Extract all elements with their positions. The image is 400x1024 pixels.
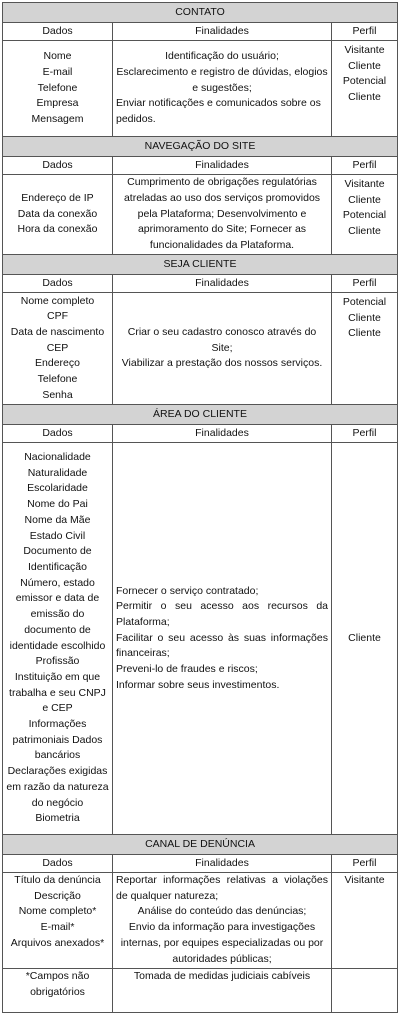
finalidade-item: Facilitar o seu acesso às suas informações financeiras; — [116, 631, 328, 660]
column-header-row — [3, 157, 398, 175]
finalidade-item: Informar sobre seus investimentos. — [116, 678, 280, 691]
finalidades-cell — [113, 41, 332, 137]
finalidade-item: Esclarecimento e registro de dúvidas, elogios e sugestões; — [116, 65, 328, 94]
finalidade-item: Preveni-lo de fraudes e riscos; — [116, 663, 258, 676]
perfil-cell — [332, 175, 398, 255]
perfil-item: Cliente — [348, 631, 381, 644]
dados-item: Mensagem — [31, 113, 84, 126]
dados-item: Escolaridade — [27, 482, 88, 495]
dados-cell — [3, 873, 113, 969]
column-header-perfil: Perfil — [332, 425, 398, 443]
section-title: SEJA CLIENTE — [3, 255, 398, 275]
nota-text: *Campos não obrigatórios — [25, 970, 90, 998]
column-header-finalidades: Finalidades — [113, 855, 332, 873]
section-title: NAVEGAÇÃO DO SITE — [3, 137, 398, 157]
table-row — [3, 293, 398, 405]
dados-item: Nome — [43, 50, 72, 63]
dados-item: Informações patrimoniais Dados bancários — [12, 718, 103, 762]
nota-cell — [3, 969, 113, 1013]
column-header-finalidades: Finalidades — [113, 425, 332, 443]
dados-item: Endereço de IP — [21, 191, 94, 204]
dados-item: CEP — [46, 341, 69, 354]
finalidade-item: Permitir o seu acesso aos recursos da Plataforma; — [116, 600, 328, 628]
finalidades-cell — [113, 443, 332, 835]
column-header-row — [3, 23, 398, 41]
finalidade-item: Tomada de medidas judiciais cabíveis — [133, 970, 311, 982]
table-row — [3, 969, 398, 1013]
column-header-finalidades: Finalidades — [113, 157, 332, 175]
column-header-perfil: Perfil — [332, 855, 398, 873]
dados-cell — [3, 41, 113, 137]
finalidades-cell — [113, 969, 332, 1013]
column-header-finalidades: Finalidades — [113, 275, 332, 293]
dados-item: Telefone — [37, 373, 78, 386]
finalidade-item: Cumprimento de obrigações regulatórias atreladas ao uso dos serviços promovidos pela Plataforma; Desenvolvimento e aprimoramento do Site; Fornecer as funcionalidades da Plataforma. — [123, 176, 321, 252]
column-header-dados: Dados — [3, 425, 113, 443]
section-title: CONTATO — [3, 3, 398, 23]
column-header-perfil: Perfil — [332, 23, 398, 41]
perfil-item: Cliente — [348, 59, 381, 72]
finalidade-item: Reportar informações relativas a violações de qualquer natureza; — [116, 874, 328, 902]
dados-item: Declarações exigidas em razão da natureza do negócio — [6, 765, 109, 809]
perfil-item: Visitante — [344, 874, 385, 886]
column-header-dados: Dados — [3, 275, 113, 293]
perfil-item: Potencial — [342, 209, 387, 222]
section-denuncia-header — [3, 835, 398, 855]
section-area-cliente-header — [3, 405, 398, 425]
column-header-row — [3, 275, 398, 293]
column-header-row — [3, 855, 398, 873]
finalidade-item: Envio da informação para investigações internas, por equipes especializadas ou por autoridades públicas; — [120, 921, 324, 965]
data-processing-table-document — [2, 2, 397, 1013]
column-header-dados: Dados — [3, 23, 113, 41]
table-row — [3, 443, 398, 835]
perfil-item: Cliente — [348, 91, 381, 104]
perfil-cell — [332, 293, 398, 405]
section-title: ÁREA DO CLIENTE — [3, 405, 398, 425]
column-header-perfil: Perfil — [332, 157, 398, 175]
dados-item: Senha — [42, 388, 73, 401]
dados-item: Arquivos anexados* — [10, 936, 105, 949]
dados-item: E-mail — [42, 65, 73, 78]
perfil-item: Cliente — [348, 193, 381, 206]
dados-cell — [3, 175, 113, 255]
perfil-item: Visitante — [344, 178, 385, 190]
dados-item: Hora da conexão — [17, 223, 98, 236]
dados-item: Nome do Pai — [27, 498, 88, 511]
dados-item: Data de nascimento — [10, 325, 105, 338]
column-header-row — [3, 425, 398, 443]
finalidades-cell — [113, 293, 332, 405]
dados-item: Nome da Mãe — [24, 513, 91, 526]
perfil-cell — [332, 41, 398, 137]
dados-item: Biometria — [35, 812, 80, 825]
section-navegacao-header — [3, 137, 398, 157]
perfil-cell — [332, 873, 398, 969]
table-row — [3, 41, 398, 137]
dados-item: E-mail* — [40, 921, 75, 934]
perfil-cell — [332, 443, 398, 835]
finalidade-item: Análise do conteúdo das denúncias; — [137, 905, 307, 918]
perfil-item: Potencial — [342, 75, 387, 88]
section-contato-header — [3, 3, 398, 23]
dados-item: Nacionalidade — [24, 451, 91, 464]
data-table — [2, 2, 398, 1013]
dados-item: Título da denúncia — [14, 874, 101, 886]
finalidade-item: Criar o seu cadastro conosco através do Site; — [127, 325, 317, 354]
finalidades-cell — [113, 873, 332, 969]
finalidade-item: Viabilizar a prestação dos nossos serviços. — [121, 357, 323, 370]
perfil-item: Visitante — [344, 44, 385, 56]
dados-item: Nome completo* — [18, 905, 97, 918]
perfil-item: Cliente — [348, 225, 381, 238]
dados-item: Empresa — [36, 97, 79, 110]
dados-cell — [3, 293, 113, 405]
dados-item: CPF — [47, 310, 68, 323]
section-seja-cliente-header — [3, 255, 398, 275]
dados-item: Estado Civil — [29, 529, 86, 542]
perfil-item: Cliente — [348, 327, 381, 340]
perfil-cell-empty — [332, 969, 398, 1013]
dados-item: Nome completo — [20, 294, 95, 307]
dados-cell — [3, 443, 113, 835]
column-header-finalidades: Finalidades — [113, 23, 332, 41]
finalidade-item: Enviar notificações e comunicados sobre os pedidos. — [116, 97, 321, 126]
section-title: CANAL DE DENÚNCIA — [3, 835, 398, 855]
dados-item: Endereço — [35, 357, 80, 370]
dados-item: Descrição — [34, 889, 81, 902]
table-row — [3, 175, 398, 255]
column-header-dados: Dados — [3, 855, 113, 873]
finalidade-item: Fornecer o serviço contratado; — [116, 584, 259, 597]
dados-item: Telefone — [37, 81, 78, 94]
column-header-dados: Dados — [3, 157, 113, 175]
dados-item: Instituição em que trabalha e seu CNPJ e CEP — [9, 670, 106, 715]
finalidade-item: Identificação do usuário; — [165, 50, 279, 63]
perfil-item: Potencial — [342, 296, 387, 308]
dados-item: Documento de Identificação — [23, 545, 92, 573]
table-row — [3, 873, 398, 969]
dados-item: Naturalidade — [27, 466, 88, 479]
dados-item: Número, estado emissor e data de emissão do documento de identidade escolhido — [9, 576, 106, 652]
finalidades-cell — [113, 175, 332, 255]
dados-item: Profissão — [35, 655, 80, 668]
column-header-perfil: Perfil — [332, 275, 398, 293]
dados-item: Data da conexão — [17, 207, 98, 220]
perfil-item: Cliente — [348, 311, 381, 324]
